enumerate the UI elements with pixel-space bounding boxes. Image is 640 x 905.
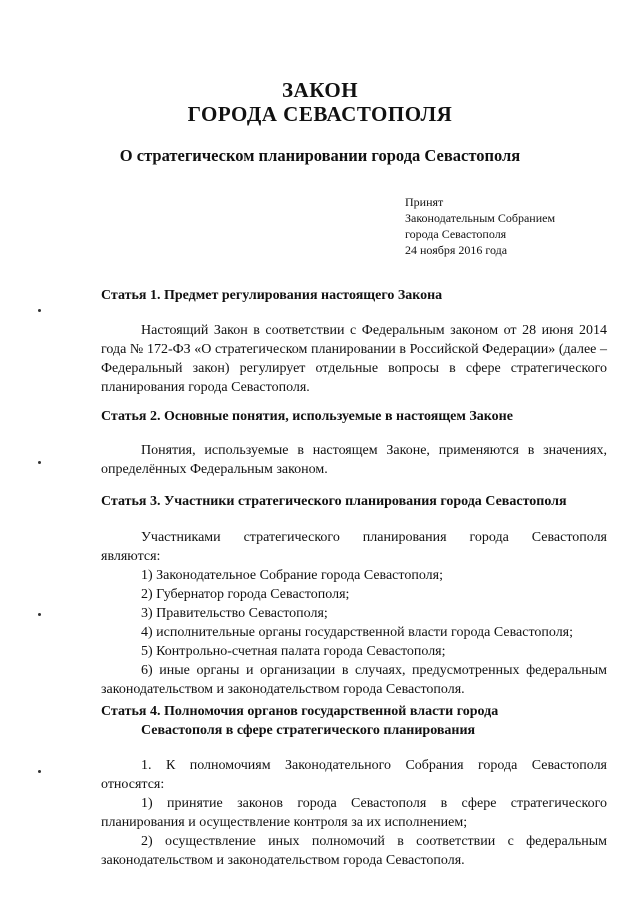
article-4-heading-cont: Севастополя в сфере стратегического планирования <box>141 723 476 738</box>
scan-speck <box>38 770 41 773</box>
list-item: 3) Правительство Севастополя; <box>141 606 328 621</box>
article-2-heading: Статья 2. Основные понятия, используемые в настоящем Законе <box>101 409 513 424</box>
scan-speck <box>38 613 41 616</box>
law-title: ЗАКОН <box>281 78 359 102</box>
article-3-intro: Участниками стратегического планирования города Севастополя <box>141 530 607 545</box>
list-item: 5) Контрольно-счетная палата города Севастополя; <box>141 644 446 659</box>
law-subtitle: О стратегическом планировании города Севастополя <box>119 146 521 165</box>
law-title-city: ГОРОДА СЕВАСТОПОЛЯ <box>187 102 453 126</box>
list-item: 6) иные органы и организации в случаях, предусмотренных федеральным законодательством и законодательством города Севастополя. <box>101 663 607 697</box>
adoption-block <box>405 194 555 258</box>
article-3-intro-cont: являются: <box>101 549 161 564</box>
scan-speck <box>38 461 41 464</box>
list-item: 4) исполнительные органы государственной власти города Севастополя; <box>141 625 574 640</box>
adoption-line: города Севастополя <box>405 227 507 241</box>
article-3-heading: Статья 3. Участники стратегического планирования города Севастополя <box>101 494 567 509</box>
adoption-line: Законодательным Собранием <box>405 211 556 225</box>
article-4-paragraph: 2) осуществление иных полномочий в соответствии с федеральным законодательством и законодательством города Севастополя. <box>101 834 607 868</box>
article-4-paragraph: 1) принятие законов города Севастополя в сфере стратегического планирования и осуществление контроля за их исполнением; <box>101 796 607 830</box>
scan-speck <box>38 309 41 312</box>
article-2-text: Понятия, используемые в настоящем Законе, применяются в значениях, определённых Федеральным законом. <box>101 443 607 477</box>
article-4-heading: Статья 4. Полномочия органов государственной власти города <box>101 704 499 719</box>
article-4-paragraph: 1. К полномочиям Законодательного Собрания города Севастополя относятся: <box>101 758 607 792</box>
adoption-date: 24 ноября 2016 года <box>405 243 508 257</box>
adoption-line: Принят <box>405 195 444 209</box>
article-1-text: Настоящий Закон в соответствии с Федеральным законом от 28 июня 2014 года № 172-ФЗ «О стратегическом планировании в Российской Федерации» (далее – Федеральный закон) регулирует отдельные вопросы в сфере стратегического планирования города Севастополя. <box>101 323 607 395</box>
list-item: 1) Законодательное Собрание города Севастополя; <box>141 568 443 583</box>
list-item: 2) Губернатор города Севастополя; <box>141 587 350 602</box>
article-1-heading: Статья 1. Предмет регулирования настоящего Закона <box>101 288 443 303</box>
